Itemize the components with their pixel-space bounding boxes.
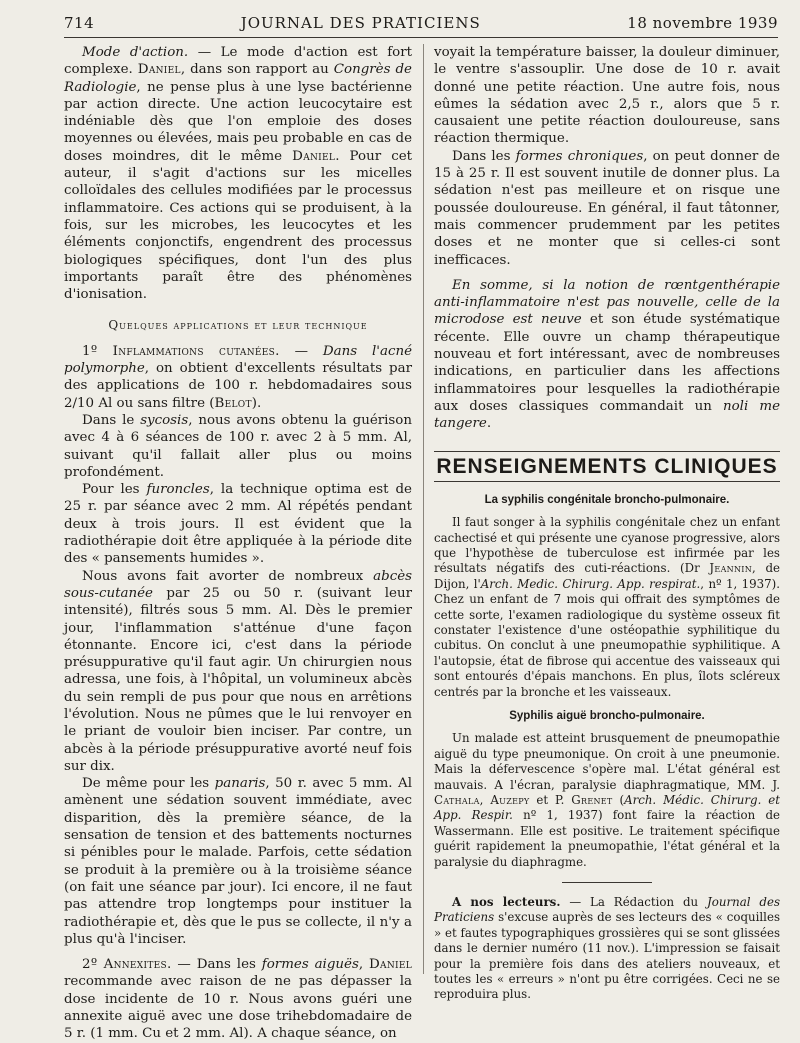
paragraph-furoncles: Pour les furoncles, la technique optima est de 25 r. par séance avec 2 mm. Al répétés pendant deux à trois jours. Il est évident que la radiothérapie doit être appliquée à la période dite des « pansements humides ». <box>64 482 412 567</box>
article-title-congenitale: La syphilis congénitale broncho-pulmonaire. <box>484 493 730 506</box>
right-column <box>434 44 780 1003</box>
header-rule <box>64 37 778 38</box>
author-name: Jeannin <box>709 561 753 576</box>
article-aigue: Un malade est atteint brusquement de pneumopathie aiguë du type pneumonique. On croit à une pneumonie. Mais la défervescence s'opère mal. L'état général est mauvais. A l'écran, paralysie diaphragmatique, MM. J. Cathala, Auzepy et P. Grenet (Arch. Médic. Chirurg. et App. Respir. nº 1, 1937) font faire la réaction de Wassermann. Elle est positive. Le traitement spécifique guérit rapidement la pneumopathie, l'état général et la paralysie du diaphragme. <box>434 731 780 869</box>
paragraph-panaris: De même pour les panaris, 50 r. avec 5 mm. Al amènent une sédation souvent immédiate, avec disparition, dès la première séance, de la sensation de tension et des battements nocturnes si pénibles pour le malade. Parfois, cette sédation se produit à la première ou à la troisième séance (on fait une séance par jour). Ici encore, il ne faut pas attendre trop longtemps pour instituer la radiothérapie et, dès que le pus se collecte, il n'y a plus qu'à l'inciser. <box>64 776 412 947</box>
issue-date: 18 novembre 1939 <box>627 14 778 32</box>
notice-lecteurs: A nos lecteurs. — La Rédaction du Journal des Praticiens s'excuse auprès de ses lecteurs des « coquilles » et fautes typographiques grossières qui se sont glissées dans le dernier numéro (11 nov.). L'impression se faisait pour la première fois dans des ateliers nouveaux, et toutes les « erreurs » n'ont pu être corrigées. Ceci ne se reproduira plus. <box>434 894 780 1002</box>
journal-title: JOURNAL DES PRATICIENS <box>240 14 481 32</box>
paragraph-abces: Nous avons fait avorter de nombreux abcès sous-cutanée par 25 ou 50 r. (suivant leur intensité), filtrés sous 5 mm. Al. Dès le premier jour, l'inflammation s'atténue d'une façon étonnante. Encore ici, c'est dans la période présuppurative qu'il faut agir. Un chirurgien nous adressa, une fois, à l'hôpital, un volumineux abcès du sein rempli de pus pour que nous en arrêtions l'évolution. Nous ne pûmes que le lui renvoyer en le priant de vouloir bien inciser. Par contre, un abcès à la période présuppurative avorté neuf fois sur dix. <box>64 568 412 774</box>
paragraph-en-somme: En somme, si la notion de rœntgenthérapie anti-inflammatoire n'est pas nouvelle, celle de la microdose est neuve et son étude systématique récente. Elle ouvre un champ thérapeutique nouveau et fort intéressant, avec de nombreuses indications, en particulier dans les affections inflammatoires pour lesquelles la radiothérapie aux doses classiques commandait un noli me tangere. <box>434 277 780 432</box>
section-title-renseignements: RENSEIGNEMENTS CLINIQUES <box>434 451 780 482</box>
article-title-aigue: Syphilis aiguë broncho-pulmonaire. <box>509 710 705 722</box>
column-divider <box>423 44 424 974</box>
page-number: 714 <box>64 14 95 32</box>
paragraph-mode-action: Mode d'action. — Le mode d'action est fort complexe. Daniel, dans son rapport au Congrès de Radiologie, ne pense plus à une lyse bactérienne par action directe. Une action leucocytaire est indéniable dès que l'on emploie des doses moyennes ou élevées, mais peu probable en cas de doses moindres, dit le même Daniel. Pour cet auteur, il s'agit d'actions sur les micelles colloïdales des cellules modifiées par le processus inflammatoire. Ces actions qui se produisent, à la fois, sur les microbes, les leucocytes et les éléments conjonctifs, engendrent des processus biologiques spécifiques, dont l'un des plus importants paraît être des phénomènes d'ionisation. <box>64 45 412 303</box>
paragraph-annexites: 2º Annexites. — Dans les formes aiguës, Daniel recommande avec raison de ne pas dépasser la dose incidente de 10 r. Nous avons guéri une annexite aiguë avec une dose trihebdomadaire de 5 r. (1 mm. Cu et 2 mm. Al). A chaque séance, on <box>64 957 412 1042</box>
article-congenitale: Il faut songer à la syphilis congénitale chez un enfant cachectisé et qui présente une cyanose progressive, alors que l'hypothèse de tuberculose est infirmée par les résultats négatifs des cuti-réactions. (Dr Jeannin, de Dijon, l'Arch. Medic. Chirurg. App. respirat., nº 1, 1937). Chez un enfant de 7 mois qui offrait des symptômes de cette sorte, l'examen radiologique du système osseux fit constater l'existence d'une ostéopathie syphilitique du cubitus. On conclut à une pneumopathie syphilitique. A l'autopsie, état de fibrose qui accentue des vaisseaux qui sont entourés d'épais manchons. En plus, îlots scléreux centrés par la bronche et les vaisseaux. <box>434 515 780 699</box>
paragraph-sycosis: Dans le sycosis, nous avons obtenu la guérison avec 4 à 6 séances de 100 r. avec 2 à 5 mm. Al, suivant qu'il fallait aller plus ou moins profondément. <box>64 412 412 480</box>
paragraph-formes-chroniques: Dans les formes chroniques, on peut donner de 15 à 25 r. Il est souvent inutile de donner plus. La sédation n'est pas meilleure et on risque une poussée douloureuse. En général, il faut tâtonner, mais commencer prudemment par les petites doses et ne monter que si celles-ci sont inefficaces. <box>434 148 780 268</box>
paragraph-inflammations: 1º Inflammations cutanées. — Dans l'acné polymorphe, on obtient d'excellents résultats par des applications de 100 r. hebdomadaires sous 2/10 Al ou sans filtre (Belot). <box>64 343 412 411</box>
section-heading-applications: Quelques applications et leur technique <box>108 318 368 333</box>
author-name: Cathala <box>434 792 480 807</box>
page-header <box>64 14 778 36</box>
author-name: Belot <box>214 395 252 411</box>
author-name: Daniel <box>292 148 336 164</box>
author-name: Daniel <box>368 957 412 973</box>
author-name: Grenet <box>571 792 613 807</box>
paragraph-continuation: voyait la température baisser, la douleur diminuer, le ventre s'assouplir. Une dose de 10 r. avait donné une petite réaction. Une autre fois, nous eûmes la sédation avec 2,5 r., alors que 5 r. causaient une petite réaction douloureuse, sans réaction thermique. <box>434 45 780 147</box>
author-name: Auzepy <box>490 792 530 807</box>
author-name: Daniel <box>137 62 181 78</box>
notice-separator <box>562 882 652 883</box>
subheading-mode-action: Mode d'action. <box>82 45 189 60</box>
left-column <box>64 44 412 1043</box>
